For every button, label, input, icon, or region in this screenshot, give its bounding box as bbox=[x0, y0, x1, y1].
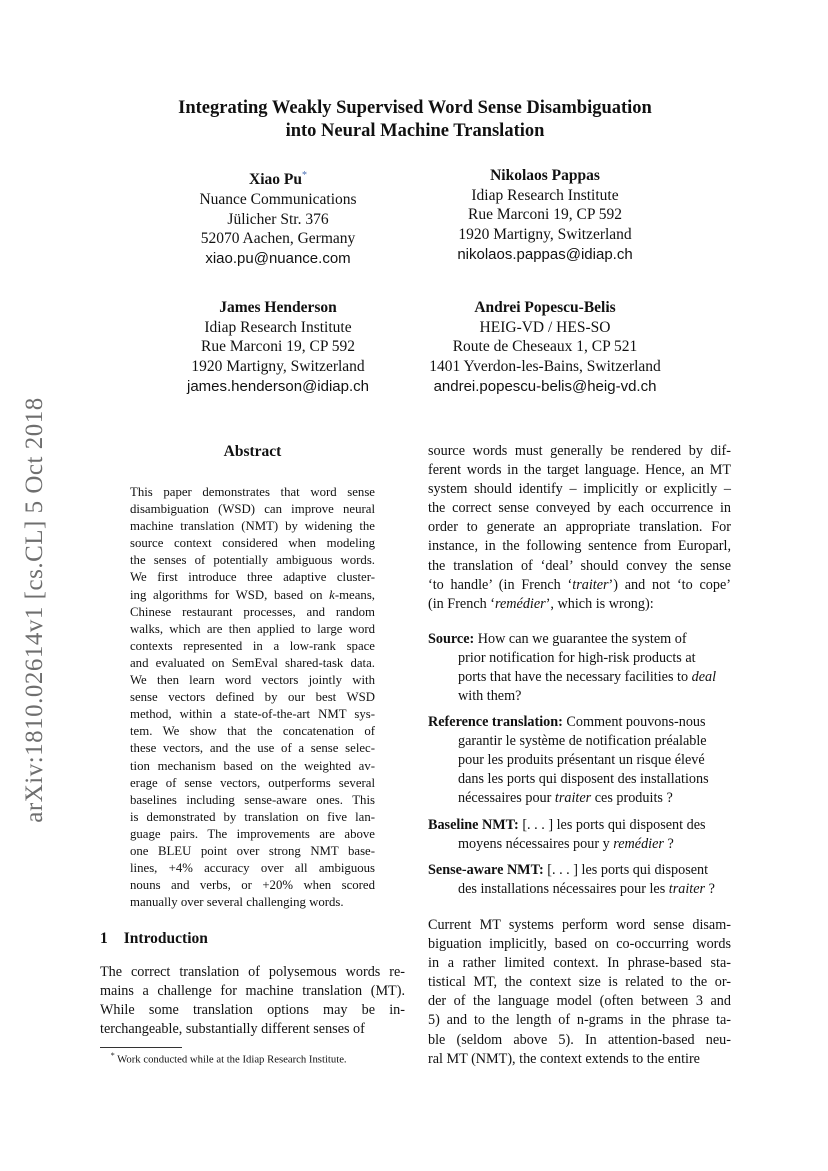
footnote-rule bbox=[100, 1047, 182, 1048]
author-email[interactable]: xiao.pu@nuance.com bbox=[205, 249, 351, 267]
text-line: lines, +4% accuracy over all ambiguous bbox=[130, 861, 375, 876]
author-city: 1920 Martigny, Switzerland bbox=[191, 358, 365, 376]
text-line: the translation of ‘deal’ should convey the sense bbox=[428, 557, 731, 574]
example-label: Reference translation: bbox=[428, 714, 563, 730]
title-line-2: into Neural Machine Translation bbox=[285, 121, 545, 141]
right-column-paragraph bbox=[428, 442, 731, 614]
section-title: Introduction bbox=[123, 930, 208, 947]
example-continuation bbox=[428, 880, 731, 899]
author-email[interactable]: andrei.popescu-belis@heig-vd.ch bbox=[433, 377, 657, 395]
author-address: Jülicher Str. 376 bbox=[227, 210, 329, 228]
text-line: erage of sense vectors, outperforms several bbox=[130, 775, 375, 790]
text-line: tistical MT, the context size is related to the or- bbox=[428, 974, 731, 991]
text-line: This paper demonstrates that word sense bbox=[130, 485, 375, 499]
text-line: (in French ‘remédier’, which is wrong): bbox=[428, 595, 654, 612]
example-line-traiter: des installations nécessaires pour les traiter ? bbox=[458, 881, 715, 898]
text-line: manually over several challenging words. bbox=[130, 895, 344, 910]
example-line-traiter: nécessaires pour traiter ces produits ? bbox=[458, 790, 673, 807]
text-line: one BLEU point over strong NMT base- bbox=[130, 843, 375, 858]
text-line: der of the language model (often between 3 and bbox=[428, 993, 731, 1010]
text-line: in a rather limited context. In phrase-based sta- bbox=[428, 955, 731, 972]
example-reference: Reference translation: Comment pouvons-nous garantir le système de notification préalable pour les produits présentant un risque élevé dans les ports qui disposent des installations nécessaires pour traiter ces produits ? bbox=[428, 713, 731, 808]
author-address: Rue Marconi 19, CP 592 bbox=[468, 206, 622, 224]
text-line: the correct sense conveyed by each occurrence in bbox=[428, 500, 731, 517]
right-column-paragraph-2 bbox=[428, 916, 731, 1069]
text-line: is demonstrated by translation on five lan- bbox=[130, 809, 375, 824]
author-affiliation: Nuance Communications bbox=[199, 190, 357, 208]
example-baseline: Baseline NMT: [. . . ] les ports qui disposent des moyens nécessaires pour y remédier ? bbox=[428, 816, 731, 854]
author-email[interactable]: nikolaos.pappas@idiap.ch bbox=[457, 245, 633, 263]
example-sense-aware: Sense-aware NMT: [. . . ] les ports qui disposent des installations nécessaires pour les traiter ? bbox=[428, 861, 731, 899]
author-block-4 bbox=[410, 298, 680, 397]
example-line-remedier: moyens nécessaires pour y remédier ? bbox=[458, 836, 674, 853]
text-line: instance, in the following sentence from Europarl, bbox=[428, 538, 731, 555]
text-line: system should identify – implicitly or explicitly – bbox=[428, 481, 731, 498]
example-continuation bbox=[428, 835, 731, 854]
example-label: Sense-aware NMT: bbox=[428, 862, 544, 878]
arxiv-id: arXiv:1810.02614v1 [cs.CL] 5 Oct 2018 bbox=[21, 397, 48, 823]
example-source bbox=[428, 630, 731, 706]
example-continuation: prior notification for high-risk products at ports that have the necessary facilities to deal with them? bbox=[428, 649, 731, 706]
author-name: James Henderson bbox=[219, 299, 337, 316]
text-line: terchangeable, substantially different senses of bbox=[100, 1021, 365, 1038]
text-line: tion mechanism based on the weighted av- bbox=[130, 758, 375, 773]
author-block-3 bbox=[160, 298, 396, 397]
text-line: ble (seldom above 5). In attention-based neu- bbox=[428, 1031, 731, 1048]
text-line: ing algorithms for WSD, based on k-means, bbox=[130, 587, 375, 602]
text-line: these vectors, and the use of a sense selec- bbox=[130, 741, 375, 756]
author-block-1 bbox=[170, 166, 386, 269]
text-line: and evaluated on SemEval shared-task data. bbox=[130, 655, 375, 670]
text-line: ‘to handle’ (in French ‘traiter’) and not ‘to cope’ bbox=[428, 576, 731, 593]
author-affiliation: Idiap Research Institute bbox=[471, 186, 619, 204]
text-line: Current MT systems perform word sense disam- bbox=[428, 917, 731, 933]
text-line: 5) and to the length of n-grams in the phrase ta- bbox=[428, 1012, 731, 1029]
text-line: baselines including sense-aware ones. This bbox=[130, 792, 375, 807]
author-name: Xiao Pu bbox=[249, 171, 302, 189]
author-name: Andrei Popescu-Belis bbox=[474, 299, 616, 316]
example-continuation: garantir le système de notification préalable pour les produits présentant un risque élevé dans les ports qui disposent des installations nécessaires pour traiter ces produits ? bbox=[428, 732, 731, 808]
author-address: Rue Marconi 19, CP 592 bbox=[201, 338, 355, 356]
text-line: source context considered when modeling bbox=[130, 536, 375, 551]
intro-paragraph bbox=[100, 963, 405, 1039]
example-line-deal: ports that have the necessary facilities to deal bbox=[458, 669, 717, 686]
section-heading bbox=[100, 930, 208, 948]
text-line: ferent words in the target language. Hence, an MT bbox=[428, 462, 731, 479]
footnote bbox=[100, 1049, 405, 1067]
text-line: We then learn word vectors jointly with bbox=[130, 673, 375, 688]
author-city: 52070 Aachen, Germany bbox=[200, 230, 356, 248]
footnote-marker: * bbox=[301, 170, 307, 181]
author-email[interactable]: james.henderson@idiap.ch bbox=[187, 377, 369, 395]
example-line-first: Source: How can we guarantee the system of bbox=[428, 631, 687, 647]
text-line: The correct translation of polysemous words re- bbox=[100, 964, 405, 980]
author-address: Route de Cheseaux 1, CP 521 bbox=[452, 338, 638, 356]
footnote-mark: * bbox=[110, 1051, 115, 1060]
footnote-text: Work conducted while at the Idiap Research Institute. bbox=[117, 1053, 347, 1066]
author-block-2 bbox=[420, 166, 670, 265]
author-city: 1401 Yverdon-les-Bains, Switzerland bbox=[429, 358, 661, 376]
text-line: guage pairs. The improvements are above bbox=[130, 826, 375, 841]
text-line: walks, which are then applied to large word bbox=[130, 621, 375, 636]
text-line: tem. We show that the concatenation of bbox=[130, 724, 375, 739]
text-line: sense vectors defined by our best WSD bbox=[130, 690, 375, 705]
text-line: We first introduce three adaptive cluster- bbox=[130, 570, 375, 585]
author-affiliation: HEIG-VD / HES-SO bbox=[479, 318, 611, 336]
text-line: contexts represented in a low-rank space bbox=[130, 638, 375, 653]
author-city: 1920 Martigny, Switzerland bbox=[458, 226, 632, 244]
example-label: Source: bbox=[428, 631, 475, 647]
paper-title bbox=[100, 97, 730, 143]
text-line: source words must generally be rendered by dif- bbox=[428, 443, 731, 459]
author-affiliation: Idiap Research Institute bbox=[204, 318, 352, 336]
abstract-body bbox=[130, 484, 375, 911]
abstract-heading: Abstract bbox=[223, 443, 282, 460]
text-line: method, within a state-of-the-art NMT sys- bbox=[130, 707, 375, 722]
text-line: order to generate an appropriate translation. For bbox=[428, 519, 731, 536]
text-line: the senses of potentially ambiguous words. bbox=[130, 553, 375, 568]
text-line: biguation implicitly, based on co-occurring words bbox=[428, 936, 731, 953]
author-name: Nikolaos Pappas bbox=[490, 167, 600, 184]
text-line: disambiguation (WSD) can improve neural bbox=[130, 502, 375, 517]
example-label: Baseline NMT: bbox=[428, 817, 519, 833]
text-line: Chinese restaurant processes, and random bbox=[130, 604, 375, 619]
text-line: ral MT (NMT), the context extends to the entire bbox=[428, 1050, 700, 1067]
text-line: nouns and verbs, or +20% when scored bbox=[130, 878, 375, 893]
text-line: mains a challenge for machine translation (MT). bbox=[100, 983, 405, 1000]
text-line: While some translation options may be in- bbox=[100, 1002, 405, 1019]
arxiv-sidebar bbox=[20, 375, 50, 845]
section-number: 1 bbox=[100, 930, 108, 947]
text-line: machine translation (NMT) by widening the bbox=[130, 519, 375, 534]
title-line-1: Integrating Weakly Supervised Word Sense Disambiguation bbox=[178, 98, 652, 118]
